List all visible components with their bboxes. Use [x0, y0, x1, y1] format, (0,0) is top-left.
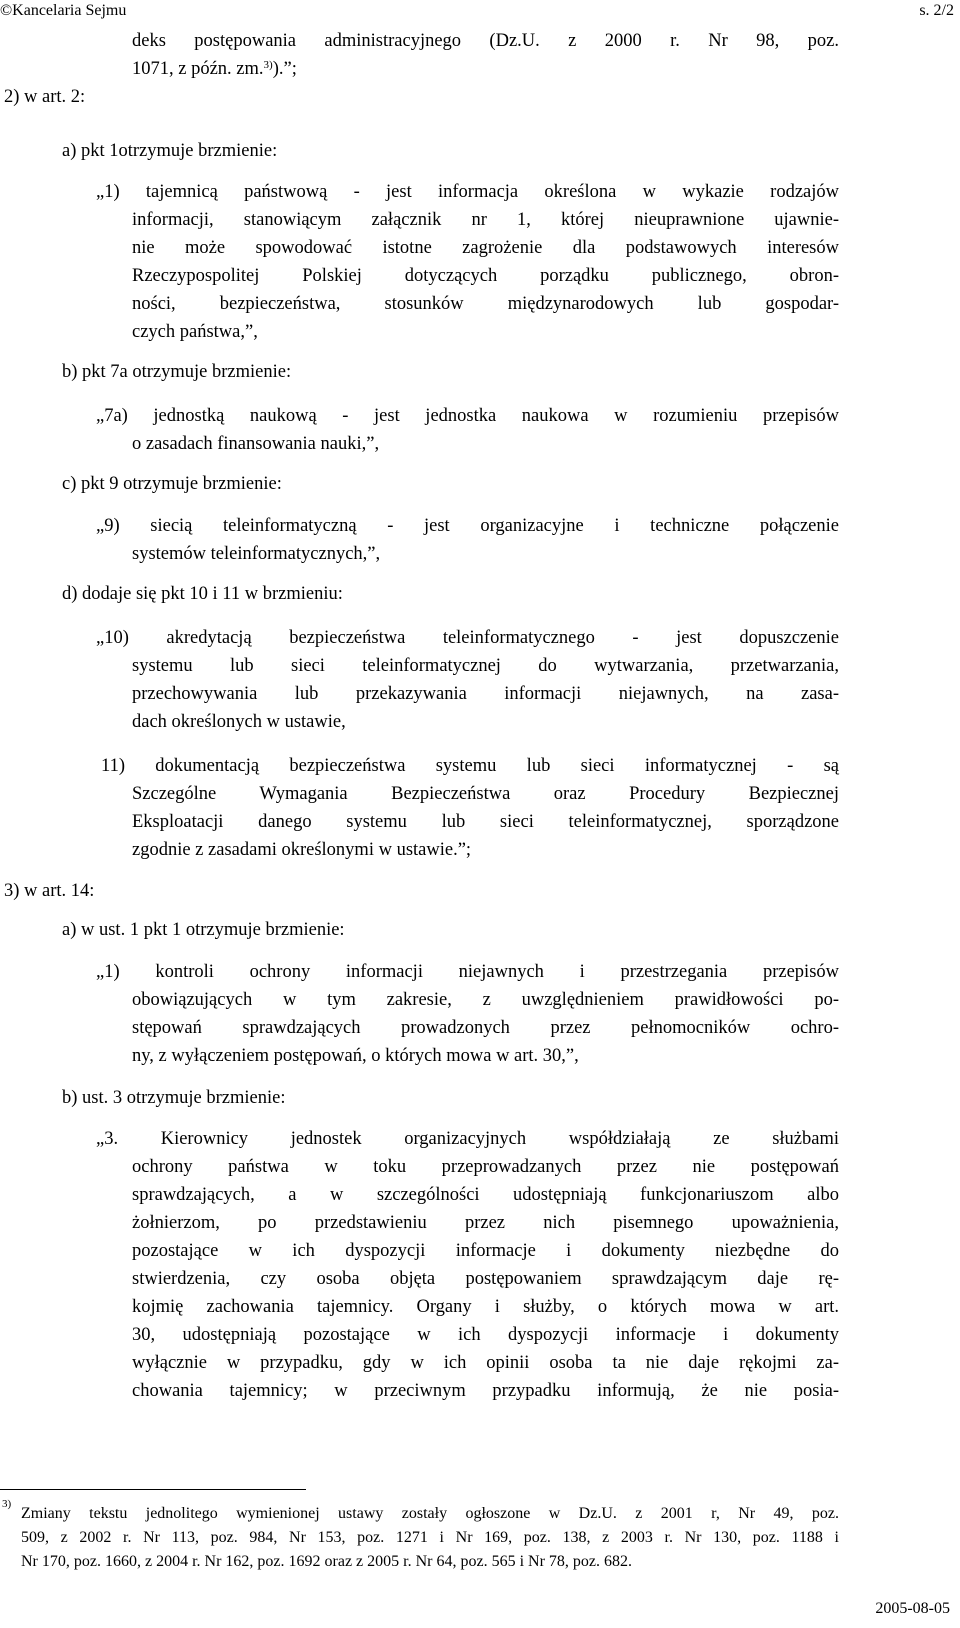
text-line: 30, udostępniają pozostające w ich dyspozycji informacje i dokumenty	[132, 1325, 839, 1345]
text-fragment: 1071, z późn. zm.	[132, 59, 264, 79]
text-line: zgodnie z zasadami określonymi w ustawie.”;	[132, 840, 472, 860]
document-date: 2005-08-05	[875, 1600, 950, 1617]
text-line: „1) kontroli ochrony informacji niejawnych i przestrzegania przepisów	[96, 962, 839, 982]
list-item-heading: c) pkt 9 otrzymuje brzmienie:	[62, 474, 282, 494]
text-line: chowania tajemnicy; w przeciwnym przypadku informują, że nie posia-	[132, 1381, 839, 1401]
list-item-heading: b) ust. 3 otrzymuje brzmienie:	[62, 1088, 286, 1108]
list-item-heading: 2) w art. 2:	[4, 87, 86, 107]
text-line: o zasadach finansowania nauki,”,	[132, 434, 380, 454]
text-line: informacji, stanowiącym załącznik nr 1, której nieuprawnione ujawnie-	[132, 210, 839, 230]
text-line: „7a) jednostką naukową - jest jednostka naukowa w rozumieniu przepisów	[96, 406, 839, 426]
text-line: systemu lub sieci teleinformatycznej do wytwarzania, przetwarzania,	[132, 656, 839, 676]
text-line	[132, 55, 297, 84]
text-line: stępowań sprawdzających prowadzonych przez pełnomocników ochro-	[132, 1018, 839, 1038]
text-line: deks postępowania administracyjnego (Dz.U. z 2000 r. Nr 98, poz.	[132, 31, 839, 51]
text-line: wyłącznie w przypadku, gdy w ich opinii osoba ta nie daje rękojmi za-	[132, 1353, 839, 1373]
text-line: nie może spowodować istotne zagrożenie dla podstawowych interesów	[132, 238, 839, 258]
text-line: Szczególne Wymagania Bezpieczeństwa oraz Procedury Bezpiecznej	[132, 784, 839, 804]
header-copyright: ©Kancelaria Sejmu	[0, 2, 127, 19]
footnote-divider	[0, 1489, 306, 1490]
text-line: sprawdzających, a w szczególności udostępniają funkcjonariuszom albo	[132, 1185, 839, 1205]
page-number: s. 2/2	[919, 2, 954, 19]
text-line: obowiązujących w tym zakresie, z uwzględnieniem prawidłowości po-	[132, 990, 839, 1010]
text-line: ochrony państwa w toku przeprowadzanych przez nie postępowań	[132, 1157, 839, 1177]
text-line: Rzeczypospolitej Polskiej dotyczących porządku publicznego, obron-	[132, 266, 839, 286]
text-line: ności, bezpieczeństwa, stosunków międzynarodowych lub gospodar-	[132, 294, 839, 314]
footnote-marker: 3)	[2, 1498, 12, 1510]
list-item-heading: b) pkt 7a otrzymuje brzmienie:	[62, 362, 292, 382]
list-item-heading: a) pkt 1otrzymuje brzmienie:	[62, 141, 278, 161]
footnote-line: Zmiany tekstu jednolitego wymienionej ustawy zostały ogłoszone w Dz.U. z 2001 r, Nr 49, poz.	[21, 1505, 839, 1522]
text-line: żołnierzom, po przedstawieniu przez nich pisemnego upoważnienia,	[132, 1213, 839, 1233]
footnote-line: 509, z 2002 r. Nr 113, poz. 984, Nr 153, poz. 1271 i Nr 169, poz. 138, z 2003 r. Nr 130, poz. 1188 i	[21, 1529, 839, 1546]
footnote-ref: 3)	[263, 59, 273, 71]
text-line: „10) akredytacją bezpieczeństwa teleinformatycznego - jest dopuszczenie	[96, 628, 839, 648]
text-line: pozostające w ich dyspozycji informacje i dokumenty niezbędne do	[132, 1241, 839, 1261]
footnote-line: Nr 170, poz. 1660, z 2004 r. Nr 162, poz. 1692 oraz z 2005 r. Nr 64, poz. 565 i Nr 78, poz. 682.	[21, 1553, 633, 1570]
text-line: dach określonych w ustawie,	[132, 712, 346, 732]
text-line: stwierdzenia, czy osoba objęta postępowaniem sprawdzającym daje rę-	[132, 1269, 839, 1289]
text-fragment: ).”;	[272, 59, 297, 79]
text-line: „9) siecią teleinformatyczną - jest organizacyjne i techniczne połączenie	[96, 516, 839, 536]
text-line: systemów teleinformatycznych,”,	[132, 544, 381, 564]
list-item-heading: d) dodaje się pkt 10 i 11 w brzmieniu:	[62, 584, 343, 604]
text-line: przechowywania lub przekazywania informacji niejawnych, na zasa-	[132, 684, 839, 704]
text-line: 11) dokumentacją bezpieczeństwa systemu lub sieci informatycznej - są	[101, 756, 839, 776]
text-line: kojmię zachowania tajemnicy. Organy i służby, o których mowa w art.	[132, 1297, 839, 1317]
text-line: czych państwa,”,	[132, 322, 258, 342]
list-item-heading: a) w ust. 1 pkt 1 otrzymuje brzmienie:	[62, 920, 345, 940]
text-line: Eksploatacji danego systemu lub sieci teleinformatycznej, sporządzone	[132, 812, 839, 832]
text-line: „1) tajemnicą państwową - jest informacja określona w wykazie rodzajów	[96, 182, 839, 202]
list-item-heading: 3) w art. 14:	[4, 881, 95, 901]
text-line: ny, z wyłączeniem postępowań, o których mowa w art. 30,”,	[132, 1046, 579, 1066]
text-line: „3. Kierownicy jednostek organizacyjnych współdziałają ze służbami	[96, 1129, 839, 1149]
